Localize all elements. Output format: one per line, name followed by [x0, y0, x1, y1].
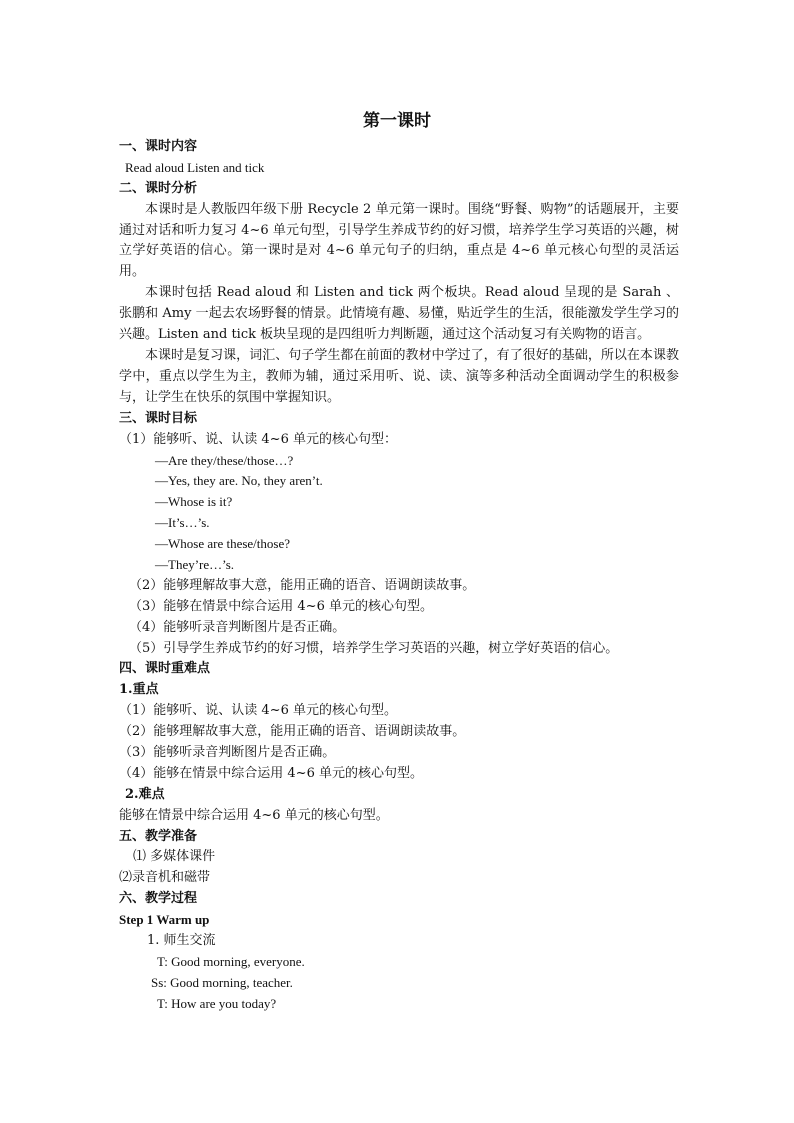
sentence-pattern: —Whose are these/those?: [155, 536, 291, 552]
document-body: [119, 137, 679, 1015]
section-heading-content: 一、课时内容: [119, 139, 198, 154]
key-item-4: （4）能够在情景中综合运用 4~6 单元的核心句型。: [119, 765, 423, 781]
subheading-key: 1.重点: [119, 682, 159, 698]
section-heading-process: 六、教学过程: [119, 891, 198, 907]
material-item-1: ⑴ 多媒体课件: [133, 849, 216, 865]
sentence-pattern: —They’re…’s.: [155, 556, 235, 572]
step-item-1: 1. 师生交流: [147, 933, 216, 948]
dialogue-line: Ss: Good morning, teacher.: [151, 974, 293, 990]
analysis-paragraph-2: 本课时包括 Read aloud 和 Listen and tick 两个板块。Read aloud 呈现的是 Sarah 、张鹏和 Amy 一起去农场野餐的情景。此情境有趣、易懂，贴近学生的生活，很能激发学生学习的兴趣。Listen and tick 板块呈现的是四组听力判断题，通过这个活动复习有关购物的语言。: [119, 285, 679, 343]
goal-item-1: （1）能够听、说、认读 4~6 单元的核心句型：: [119, 431, 397, 447]
section-heading-analysis: 二、课时分析: [119, 180, 198, 196]
sentence-pattern: —Yes, they are. No, they aren’t.: [155, 473, 323, 489]
difficult-item: 能够在情景中综合运用 4~6 单元的核心句型。: [119, 807, 389, 823]
key-item-2: （2）能够理解故事大意，能用正确的语音、语调朗读故事。: [119, 724, 466, 740]
goal-item-3: （3）能够在情景中综合运用 4~6 单元的核心句型。: [129, 598, 433, 614]
page-title: 第一课时: [363, 111, 431, 131]
subheading-difficult: 2.难点: [125, 786, 165, 802]
goal-item-5: （5）引导学生养成节约的好习惯，培养学生学习英语的兴趣，树立学好英语的信心。: [129, 640, 619, 656]
analysis-paragraph-1: 本课时是人教版四年级下册 Recycle 2 单元第一课时。围绕“野餐、购物”的话题展开，主要通过对话和听力复习 4~6 单元句型，引导学生养成节约的好习惯，培养学生学习英语的兴趣，树立学好英语的信心。第一课时是对 4~6 单元句子的归纳，重点是 4~6 单元核心句型的灵活运用。: [119, 201, 679, 280]
analysis-paragraph-3: 本课时是复习课，词汇、句子学生都在前面的教材中学过了，有了很好的基础，所以在本课教学中，重点以学生为主，教师为辅，通过采用听、说、读、演等多种活动全面调动学生的积极参与，让学生在快乐的氛围中掌握知识。: [119, 348, 679, 405]
sentence-pattern: —It’s…’s.: [155, 515, 210, 531]
dialogue-line: T: Good morning, everyone.: [157, 953, 305, 969]
step-heading: Step 1 Warm up: [119, 912, 210, 928]
key-item-3: （3）能够听录音判断图片是否正确。: [119, 744, 336, 760]
goal-item-4: （4）能够听录音判断图片是否正确。: [129, 619, 346, 635]
key-item-1: （1）能够听、说、认读 4~6 单元的核心句型。: [119, 703, 397, 719]
lesson-content-text: Read aloud Listen and tick: [125, 159, 265, 175]
sentence-pattern: —Whose is it?: [155, 494, 233, 510]
section-heading-goals: 三、课时目标: [119, 410, 198, 426]
section-heading-key-points: 四、课时重难点: [119, 661, 211, 677]
section-heading-preparation: 五、教学准备: [119, 828, 198, 844]
material-item-2: ⑵录音机和磁带: [119, 870, 211, 886]
goal-item-2: （2）能够理解故事大意，能用正确的语音、语调朗读故事。: [129, 577, 476, 593]
dialogue-line: T: How are you today?: [157, 995, 277, 1011]
sentence-pattern: —Are they/these/those…?: [155, 452, 294, 468]
